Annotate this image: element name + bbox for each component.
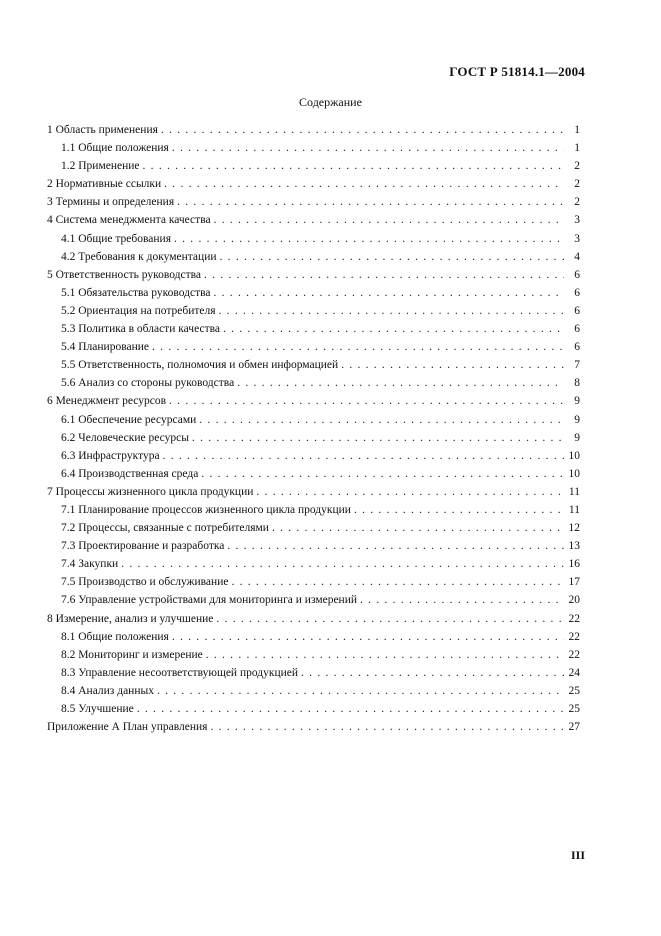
toc-entry: [47, 356, 580, 374]
dot-leader: [214, 284, 565, 302]
toc-entry-page: 6: [574, 268, 580, 281]
toc-entry: [47, 718, 580, 736]
toc-entry: [47, 338, 580, 356]
toc-entry: [47, 610, 580, 628]
toc-entry-page: 11: [568, 485, 580, 498]
page-title: Содержание: [299, 95, 362, 109]
toc-entry-page: 2: [574, 178, 580, 191]
toc-entry-page: 9: [574, 413, 580, 426]
toc-entry-page: 11: [568, 503, 580, 516]
toc-entry-page: 6: [574, 341, 580, 354]
toc-entry: [47, 465, 580, 483]
toc-entry: [47, 664, 580, 682]
toc-entry: [47, 411, 580, 429]
dot-leader: [216, 610, 564, 628]
toc-entry-label: 4.1 Общие требования: [61, 232, 171, 245]
toc-entry-page: 3: [574, 214, 580, 227]
toc-entry: [47, 139, 580, 157]
toc-entry-label: 8.3 Управление несоответствующей продукцией: [61, 666, 299, 679]
toc-entry: [47, 483, 580, 501]
toc-entry-label: 5.1 Обязательства руководства: [61, 286, 211, 299]
document-code: ГОСТ Р 51814.1—2004: [449, 64, 585, 79]
dot-leader: [214, 211, 564, 229]
toc-entry-page: 4: [574, 250, 580, 263]
toc-entry: [47, 157, 580, 175]
toc-entry-page: 20: [568, 594, 580, 607]
dot-leader: [172, 628, 564, 646]
toc-entry-page: 16: [568, 558, 580, 571]
dot-leader: [121, 555, 564, 573]
toc-entry: [47, 211, 580, 229]
toc-entry-page: 12: [568, 522, 580, 535]
dot-leader: [354, 501, 564, 519]
toc-entry: [47, 193, 580, 211]
toc-entry-page: 1: [574, 124, 580, 136]
toc-entry-label: Приложение А План управления: [47, 721, 208, 734]
toc-entry: [47, 175, 580, 193]
toc-entry: [47, 519, 580, 537]
dot-leader: [161, 121, 564, 139]
page-number: III: [570, 848, 585, 862]
toc-entry-page: 2: [574, 160, 580, 173]
toc-entry-label: 8.4 Анализ данных: [61, 684, 154, 697]
dot-leader: [272, 519, 564, 537]
toc-entry-label: 6.2 Человеческие ресурсы: [61, 431, 189, 444]
toc-entry-label: 8.5 Улучшение: [61, 703, 134, 715]
dot-leader: [152, 338, 564, 356]
toc-entry: [47, 628, 580, 646]
dot-leader: [204, 266, 564, 284]
toc-entry: [47, 591, 580, 609]
toc-entry: [47, 302, 580, 320]
toc-entry-label: 5.5 Ответственность, полномочия и обмен информацией: [61, 359, 339, 372]
toc-entry-page: 22: [568, 648, 580, 661]
toc-entry-page: 10: [568, 467, 580, 480]
toc-entry-label: 6.1 Обеспечение ресурсами: [61, 413, 197, 426]
toc-entry-label: 1.1 Общие положения: [61, 142, 169, 155]
toc-entry-page: 2: [574, 196, 580, 209]
toc-entry-label: 7.6 Управление устройствами для мониторинга и измерений: [61, 594, 358, 607]
dot-leader: [206, 646, 564, 664]
toc-entry: [47, 392, 580, 410]
dot-leader: [301, 664, 564, 682]
dot-leader: [360, 591, 564, 609]
toc-entry-page: 25: [568, 684, 580, 697]
toc-entry: [47, 501, 580, 519]
dot-leader: [163, 447, 564, 465]
toc-entry-label: 5.6 Анализ со стороны руководства: [61, 377, 235, 390]
dot-leader: [220, 248, 564, 266]
toc-entry-label: 5.3 Политика в области качества: [61, 323, 220, 336]
toc-entry-label: 7.5 Производство и обслуживание: [61, 576, 229, 589]
toc-entry-label: 6.4 Производственная среда: [61, 467, 199, 480]
toc-entry-label: 7.3 Проектирование и разработка: [61, 540, 225, 553]
toc-entry-label: 8 Измерение, анализ и улучшение: [47, 612, 214, 625]
dot-leader: [231, 573, 564, 591]
toc-entry: [47, 284, 580, 302]
toc-entry: [47, 646, 580, 664]
toc-entry-page: 24: [568, 666, 580, 679]
toc-entry: [47, 248, 580, 266]
table-of-contents: [47, 121, 580, 736]
toc-entry-label: 7 Процессы жизненного цикла продукции: [47, 485, 254, 498]
toc-entry-page: 22: [568, 630, 580, 643]
toc-entry: [47, 266, 580, 284]
dot-leader: [164, 175, 564, 193]
toc-entry-label: 7.1 Планирование процессов жизненного цикла продукции: [61, 503, 351, 516]
dot-leader: [201, 465, 564, 483]
toc-entry-page: 9: [574, 395, 580, 408]
toc-entry-label: 8.2 Мониторинг и измерение: [61, 648, 203, 661]
toc-entry: [47, 573, 580, 591]
dot-leader: [174, 230, 564, 248]
toc-entry-page: 6: [574, 304, 580, 317]
toc-entry: [47, 682, 580, 700]
dot-leader: [143, 157, 564, 175]
toc-entry-page: 6: [574, 286, 580, 299]
dot-leader: [210, 718, 564, 736]
toc-entry-label: 6.3 Инфраструктура: [61, 449, 160, 462]
toc-entry-label: 8.1 Общие положения: [61, 630, 169, 643]
toc-entry-page: 10: [568, 449, 580, 462]
dot-leader: [157, 682, 564, 700]
toc-entry: [47, 537, 580, 555]
toc-entry: [47, 374, 580, 392]
toc-entry-label: 1.2 Применение: [61, 160, 140, 173]
toc-entry: [47, 230, 580, 248]
toc-entry: [47, 320, 580, 338]
toc-entry-label: 4 Система менеджмента качества: [47, 214, 211, 227]
toc-entry-label: 3 Термины и определения: [47, 196, 175, 209]
toc-entry-page: 13: [568, 540, 580, 553]
toc-entry: [47, 555, 580, 573]
dot-leader: [227, 537, 564, 555]
toc-entry-label: 6 Менеджмент ресурсов: [47, 395, 167, 408]
dot-leader: [223, 320, 564, 338]
dot-leader: [341, 356, 564, 374]
dot-leader: [177, 193, 564, 211]
toc-entry: [47, 700, 580, 718]
dot-leader: [169, 392, 564, 410]
toc-entry: [47, 121, 580, 139]
toc-entry-label: 2 Нормативные ссылки: [47, 178, 162, 191]
toc-entry-page: 22: [568, 612, 580, 625]
toc-entry-label: 7.2 Процессы, связанные с потребителями: [61, 522, 269, 535]
toc-entry-page: 3: [574, 232, 580, 245]
toc-entry-label: 5 Ответственность руководства: [47, 268, 202, 281]
toc-entry: [47, 429, 580, 447]
toc-entry-label: 4.2 Требования к документации: [61, 250, 217, 263]
dot-leader: [256, 483, 564, 501]
dot-leader: [137, 700, 564, 718]
toc-entry-page: 17: [568, 576, 580, 589]
dot-leader: [237, 374, 564, 392]
toc-entry-page: 8: [574, 377, 580, 390]
toc-entry-label: 1 Область применения: [47, 124, 158, 136]
dot-leader: [199, 411, 564, 429]
toc-entry-label: 7.4 Закупки: [61, 558, 119, 571]
toc-entry-page: 7: [574, 359, 580, 372]
toc-entry-page: 1: [574, 142, 580, 155]
toc-entry-label: 5.4 Планирование: [61, 341, 150, 354]
toc-entry-page: 27: [568, 721, 580, 734]
toc-entry-page: 6: [574, 323, 580, 336]
toc-entry-label: 5.2 Ориентация на потребителя: [61, 304, 216, 317]
toc-entry: [47, 447, 580, 465]
dot-leader: [219, 302, 564, 320]
toc-entry-page: 25: [568, 703, 580, 715]
toc-entry-page: 9: [574, 431, 580, 444]
dot-leader: [172, 139, 564, 157]
dot-leader: [192, 429, 564, 447]
